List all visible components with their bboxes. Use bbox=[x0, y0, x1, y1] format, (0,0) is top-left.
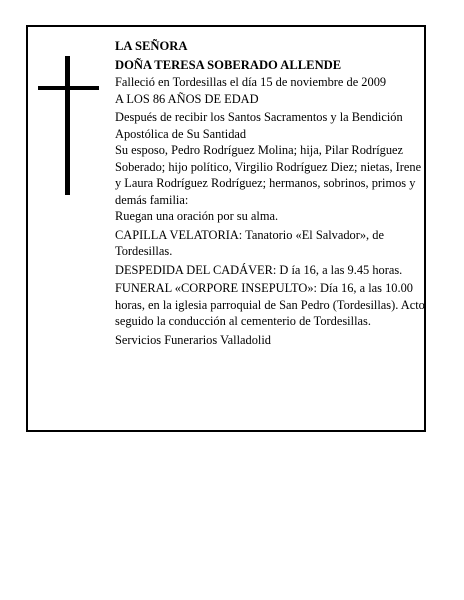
obituary-text bbox=[115, 38, 425, 348]
funeral-paragraph: FUNERAL «CORPORE INSEPULTO»: Día 16, a las 10.00 horas, en la iglesia parroquial de San Pedro (Tordesillas). Acto seguido la conducción al cementerio de Tordesillas. bbox=[115, 281, 425, 328]
honorific-title: LA SEÑORA bbox=[115, 39, 188, 53]
cross-horizontal-bar bbox=[38, 86, 99, 90]
chapel-paragraph: CAPILLA VELATORIA: Tanatorio «El Salvador», de Tordesillas. bbox=[115, 227, 384, 258]
sacraments-paragraph: Después de recibir los Santos Sacramentos y la Bendición Apostólica de Su Santidad bbox=[115, 110, 403, 141]
farewell-paragraph: DESPEDIDA DEL CADÁVER: D ía 16, a las 9.45 horas. bbox=[115, 262, 403, 277]
deceased-name: DOÑA TERESA SOBERADO ALLENDE bbox=[115, 57, 342, 72]
family-paragraph: Su esposo, Pedro Rodríguez Molina; hija, Pilar Rodríguez Soberado; hijo político, Virgilio Rodríguez Diez; nietas, Irene y Laura Rodríguez Rodríguez; hermanos, sobrinos, primos y demás familia: bbox=[115, 143, 422, 207]
prayer-line: Ruegan una oración por su alma. bbox=[115, 209, 279, 223]
cross-vertical-bar bbox=[65, 56, 70, 195]
death-line: Falleció en Tordesillas el día 15 de noviembre de 2009 bbox=[115, 75, 387, 89]
age-line: A LOS 86 AÑOS DE EDAD bbox=[115, 91, 259, 106]
funeral-services-line: Servicios Funerarios Valladolid bbox=[115, 332, 272, 347]
